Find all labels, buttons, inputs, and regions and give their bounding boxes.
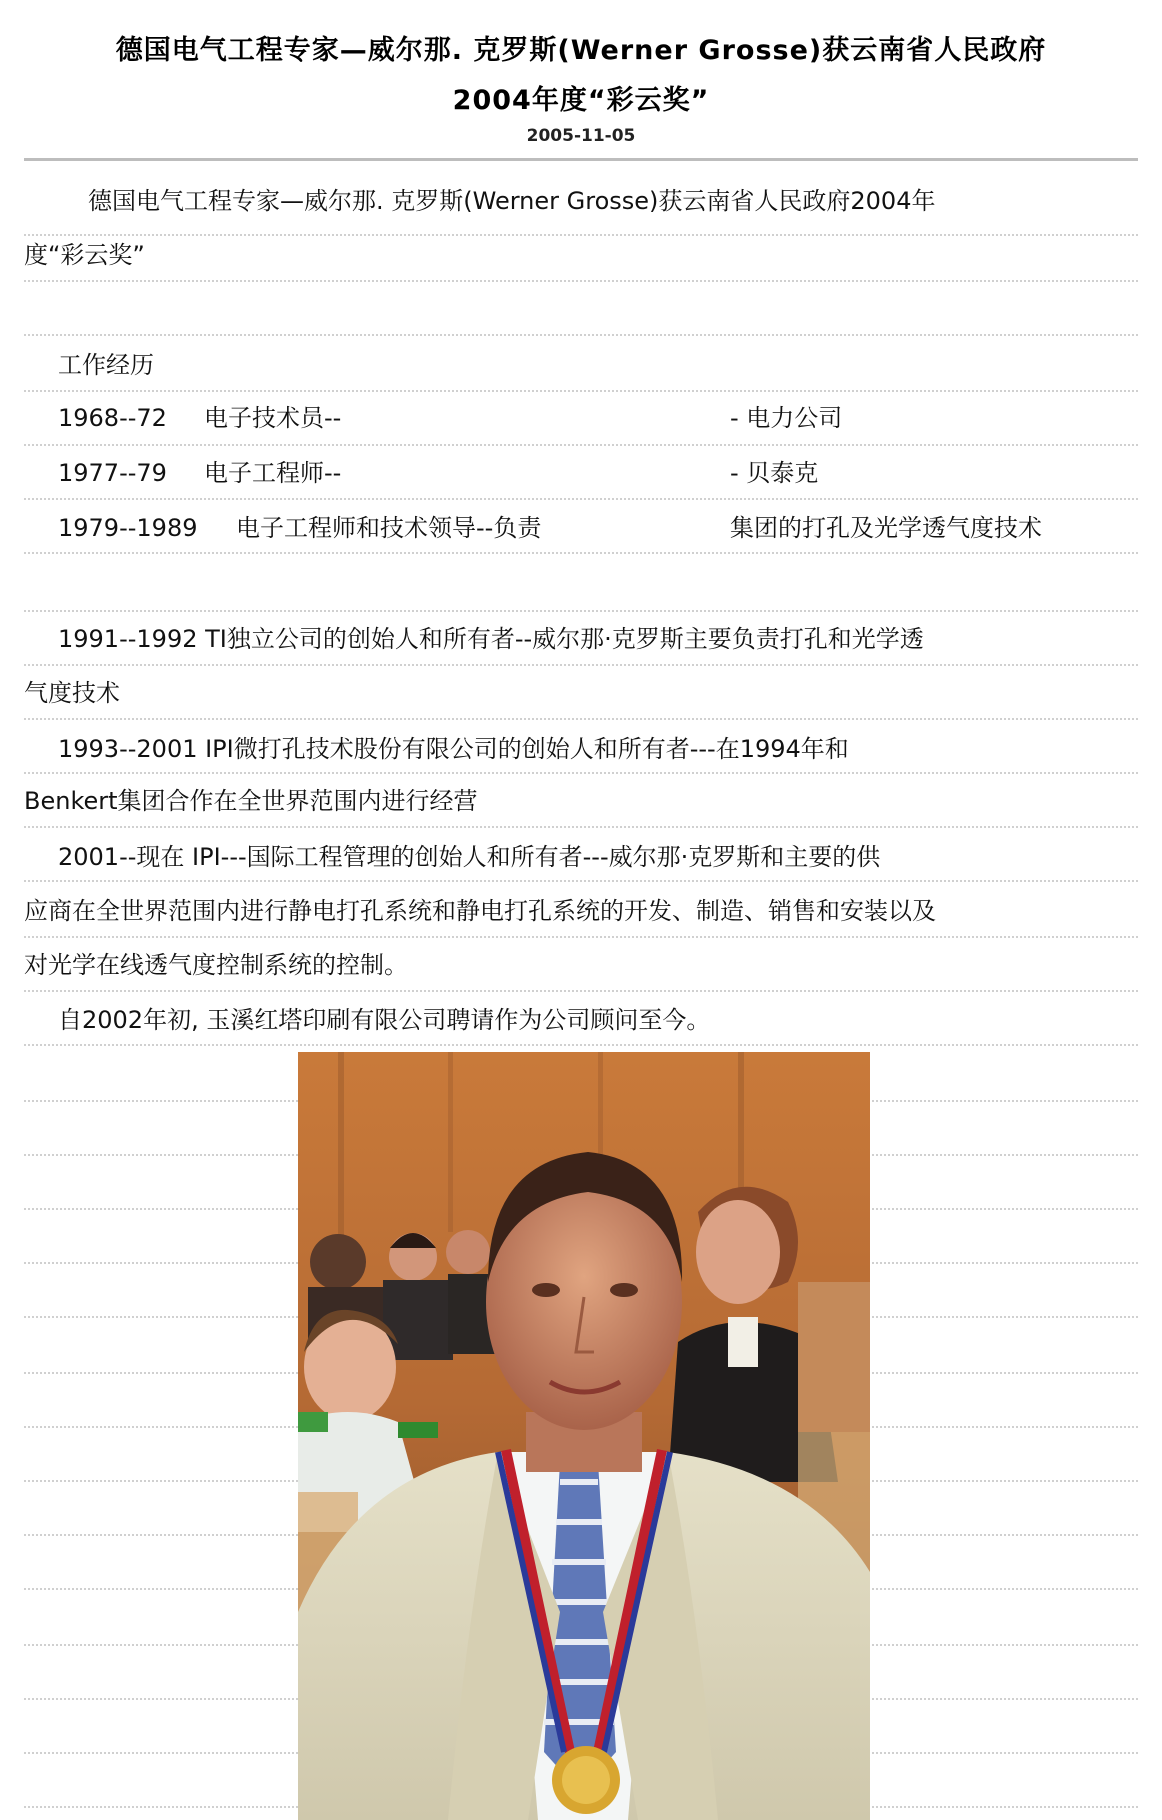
para-2001-line3: 对光学在线透气度控制系统的控制。 <box>24 951 408 979</box>
para-2001-line2: 应商在全世界范围内进行静电打孔系统和静电打孔系统的开发、制造、销售和安装以及 <box>24 897 936 925</box>
header-divider <box>24 158 1138 161</box>
para-1991-line1: 1991--1992 TI独立公司的创始人和所有者--威尔那·克罗斯主要负责打孔和光学透 <box>58 625 924 653</box>
ruled-line <box>24 664 1138 666</box>
ruled-line <box>24 718 1138 720</box>
intro-line1: 德国电气工程专家—威尔那. 克罗斯(Werner Grosse)获云南省人民政府2004年 <box>88 187 936 215</box>
ruled-line <box>24 552 1138 554</box>
history-role: 电子技术员-- <box>204 404 342 432</box>
para-1993-line2: Benkert集团合作在全世界范围内进行经营 <box>24 787 478 815</box>
ruled-line <box>24 390 1138 392</box>
portrait-photo <box>298 1052 870 1820</box>
ruled-line <box>24 880 1138 882</box>
history-role: 电子工程师和技术领导--负责 <box>236 514 542 542</box>
history-org: - 电力公司 <box>730 404 843 432</box>
ruled-line <box>24 334 1138 336</box>
history-role: 电子工程师-- <box>204 459 342 487</box>
intro-line2: 度“彩云奖” <box>24 241 145 269</box>
ruled-line <box>24 610 1138 612</box>
para-1991-line2: 气度技术 <box>24 679 120 707</box>
history-org: 集团的打孔及光学透气度技术 <box>730 514 1042 542</box>
ruled-line <box>24 280 1138 282</box>
section-heading: 工作经历 <box>58 351 154 379</box>
ruled-line <box>24 936 1138 938</box>
history-period: 1977--79 <box>58 459 167 487</box>
ruled-line <box>24 498 1138 500</box>
article-title-line2: 2004年度“彩云奖” <box>452 85 710 116</box>
history-org: - 贝泰克 <box>730 459 819 487</box>
history-period: 1979--1989 <box>58 514 198 542</box>
ruled-line <box>24 1044 1138 1046</box>
ruled-line <box>24 772 1138 774</box>
para-2001-line1: 2001--现在 IPI---国际工程管理的创始人和所有者---威尔那·克罗斯和主要的供 <box>58 843 881 871</box>
para-1993-line1: 1993--2001 IPI微打孔技术股份有限公司的创始人和所有者---在1994年和 <box>58 735 849 763</box>
article-title-line1: 德国电气工程专家—威尔那. 克罗斯(Werner Grosse)获云南省人民政府 <box>115 35 1047 66</box>
ruled-line <box>24 234 1138 236</box>
history-period: 1968--72 <box>58 404 167 432</box>
para-2002: 自2002年初, 玉溪红塔印刷有限公司聘请作为公司顾问至今。 <box>58 1006 711 1034</box>
ruled-line <box>24 826 1138 828</box>
ruled-line <box>24 990 1138 992</box>
ruled-line <box>24 444 1138 446</box>
publish-date: 2005-11-05 <box>526 126 636 146</box>
